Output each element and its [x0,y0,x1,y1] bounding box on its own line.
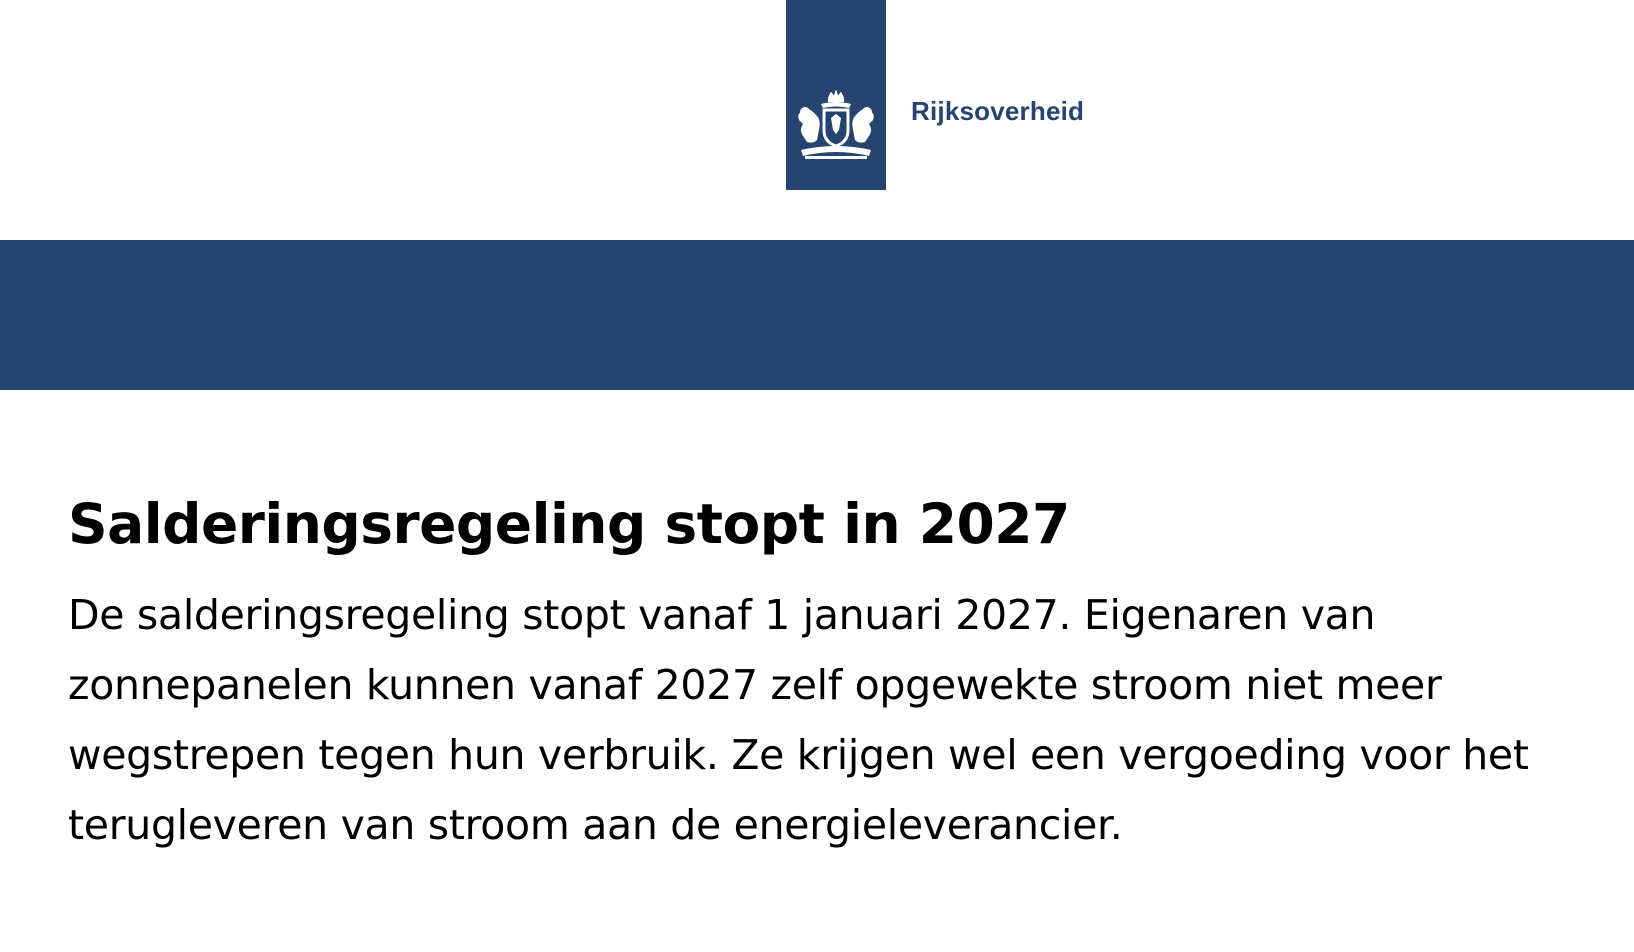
site-header [0,0,1634,240]
logo-link[interactable] [786,0,886,190]
hero-banner [0,240,1634,390]
page-title: Salderingsregeling stopt in 2027 [68,492,1070,556]
brand-wordmark[interactable]: Rijksoverheid [911,96,1085,126]
article-content [68,488,1568,860]
coat-of-arms-icon [793,90,879,162]
lead-paragraph: De salderingsregeling stopt vanaf 1 januari 2027. Eigenaren van zonnepanelen kunnen vanaf 2027 zelf opgewekte stroom niet meer wegstrepen tegen hun verbruik. Ze krijgen wel een vergoeding voor het terugleveren van stroom aan de energieleverancier. [68,591,1529,849]
